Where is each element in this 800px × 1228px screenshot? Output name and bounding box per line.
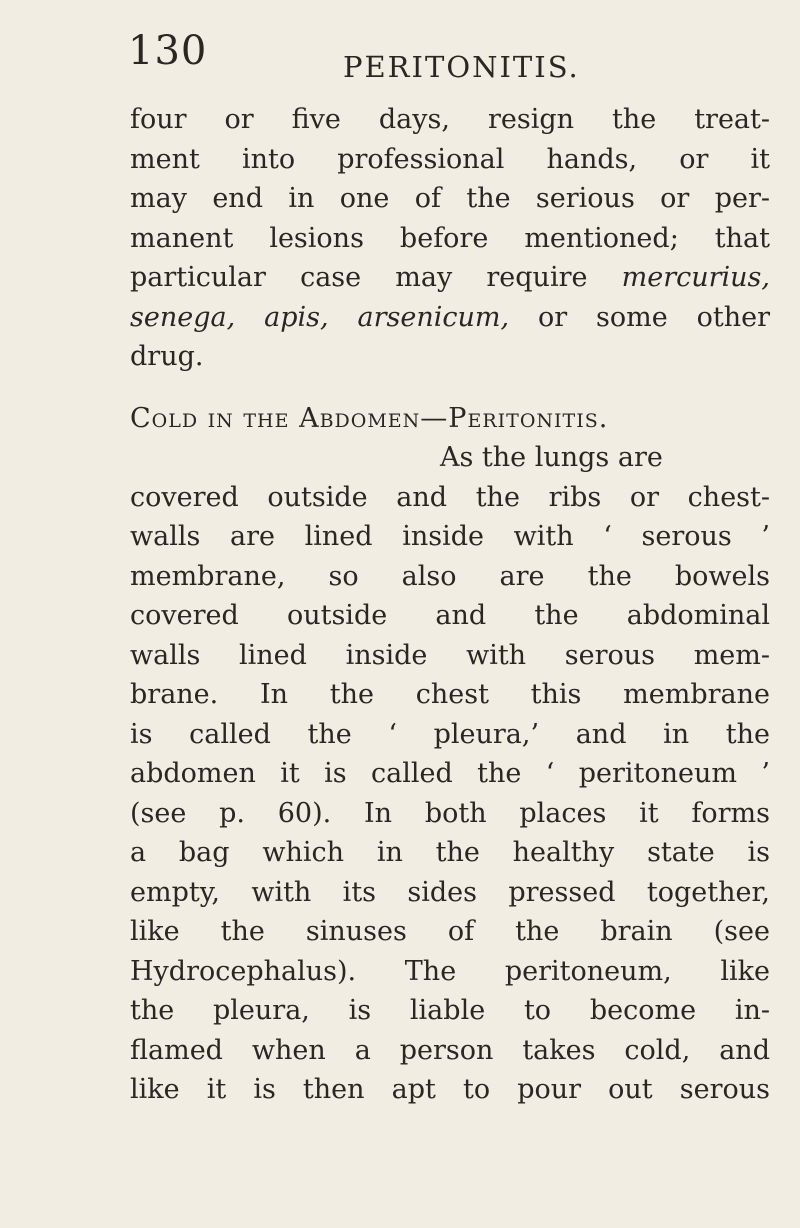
text-line	[130, 258, 770, 298]
text-line: drug.	[130, 341, 204, 372]
text-line: abdomen it is called the ‘ peritoneum ’	[130, 758, 770, 789]
text-line: empty, with its sides pressed together,	[130, 876, 770, 908]
text-line: Hydrocephalus). The peritoneum, like	[130, 955, 770, 987]
remedy-name: arsenicum,	[357, 301, 510, 333]
text-line: covered outside and the abdominal	[130, 600, 770, 631]
text-line: membrane, so also are the bowels	[130, 560, 770, 592]
text-span: particular case may require	[130, 262, 622, 293]
text-line: covered outside and the ribs or chest-	[130, 481, 770, 513]
text-line: like the sinuses of the brain (see	[130, 916, 770, 947]
text-line: walls are lined inside with ‘ serous ’	[130, 521, 770, 552]
text-line: the pleura, is liable to become in-	[130, 995, 770, 1026]
text-line: is called the ‘ pleura,’ and in the	[130, 718, 770, 750]
text-line: (see p. 60). In both places it forms	[130, 797, 770, 829]
text-line	[130, 298, 770, 338]
remedy-name: mercurius,	[621, 262, 770, 293]
text-line: manent lesions before mentioned; that	[130, 222, 770, 254]
body-text	[130, 100, 770, 1110]
text-line: brane. In the chest this membrane	[130, 679, 770, 710]
text-line: walls lined inside with serous mem-	[130, 639, 770, 671]
remedy-name: apis,	[264, 301, 329, 333]
text-line: a bag which in the healthy state is	[130, 837, 770, 868]
text-line: As the lungs are	[440, 442, 663, 473]
text-line: flamed when a person takes cold, and	[130, 1034, 770, 1066]
page-number: 130	[128, 28, 208, 74]
section-heading: Cold in the Abdomen—Peritonitis.	[130, 402, 609, 434]
text-line: may end in one of the serious or per-	[130, 183, 770, 214]
text-line: four or five days, resign the treat-	[130, 104, 770, 135]
running-head: PERITONITIS.	[343, 50, 580, 84]
text-line: like it is then apt to pour out serous	[130, 1074, 770, 1105]
text-span: or some other	[509, 301, 771, 333]
text-line: ment into professional hands, or it	[130, 143, 770, 175]
remedy-name: senega,	[130, 301, 236, 333]
